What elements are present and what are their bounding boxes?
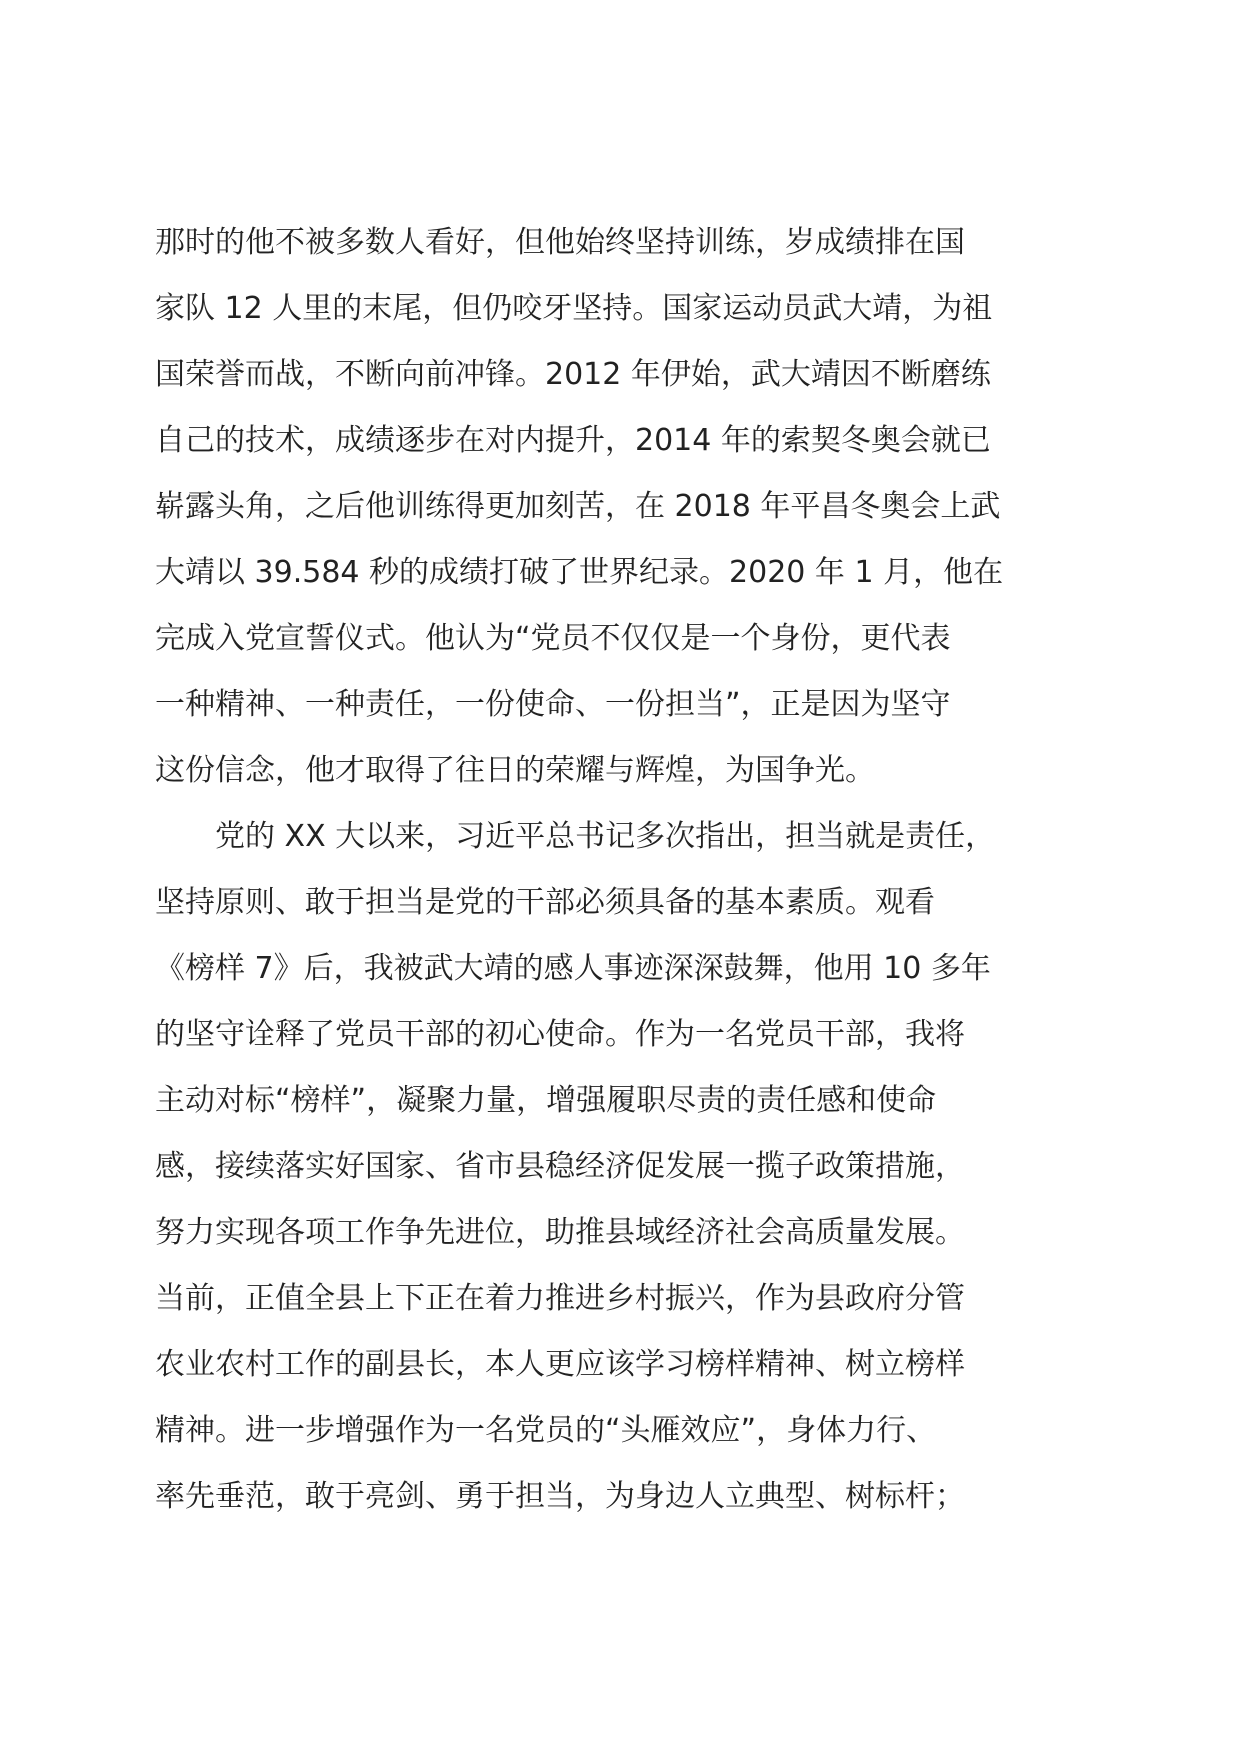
text-line-8: 一种精神、一种责任，一份使命、一份担当”，正是因为坚守 (155, 687, 951, 722)
text-line-2: 家队 12 人里的末尾，但仍咬牙坚持。国家运动员武大靖，为祖 (155, 291, 993, 326)
text-line-14: 主动对标“榜样”，凝聚力量，增强履职尽责的责任感和使命 (155, 1083, 937, 1118)
text-line-11: 坚持原则、敢于担当是党的干部必须具备的基本素质。观看 (155, 885, 935, 920)
text-line-5: 崭露头角，之后他训练得更加刻苦，在 2018 年平昌冬奥会上武 (155, 489, 1001, 524)
text-line-16: 努力实现各项工作争先进位，助推县域经济社会高质量发展。 (155, 1215, 965, 1250)
text-line-7: 完成入党宣誓仪式。他认为“党员不仅仅是一个身份，更代表 (155, 621, 951, 656)
text-line-4: 自己的技术，成绩逐步在对内提升，2014 年的索契冬奥会就已 (155, 423, 991, 458)
text-line-9: 这份信念，他才取得了往日的荣耀与辉煌，为国争光。 (155, 753, 875, 788)
text-line-15: 感，接续落实好国家、省市县稳经济促发展一揽子政策措施， (155, 1149, 965, 1184)
text-line-1: 那时的他不被多数人看好，但他始终坚持训练，岁成绩排在国 (155, 225, 965, 260)
body-text (155, 210, 1095, 1530)
text-line-13: 的坚守诠释了党员干部的初心使命。作为一名党员干部，我将 (155, 1017, 965, 1052)
text-line-18: 农业农村工作的副县长，本人更应该学习榜样精神、树立榜样 (155, 1347, 965, 1382)
text-line-17: 当前，正值全县上下正在着力推进乡村振兴，作为县政府分管 (155, 1281, 965, 1316)
text-line-20: 率先垂范，敢于亮剑、勇于担当，为身边人立典型、树标杆； (155, 1479, 965, 1514)
text-line-6: 大靖以 39.584 秒的成绩打破了世界纪录。2020 年 1 月，他在 (155, 555, 1004, 590)
text-line-12: 《榜样 7》后，我被武大靖的感人事迹深深鼓舞，他用 10 多年 (155, 951, 991, 986)
text-line-10: 党的 XX 大以来，习近平总书记多次指出，担当就是责任， (155, 819, 996, 854)
text-line-19: 精神。进一步增强作为一名党员的“头雁效应”，身体力行、 (155, 1413, 937, 1448)
text-line-3: 国荣誉而战，不断向前冲锋。2012 年伊始，武大靖因不断磨练 (155, 357, 991, 392)
